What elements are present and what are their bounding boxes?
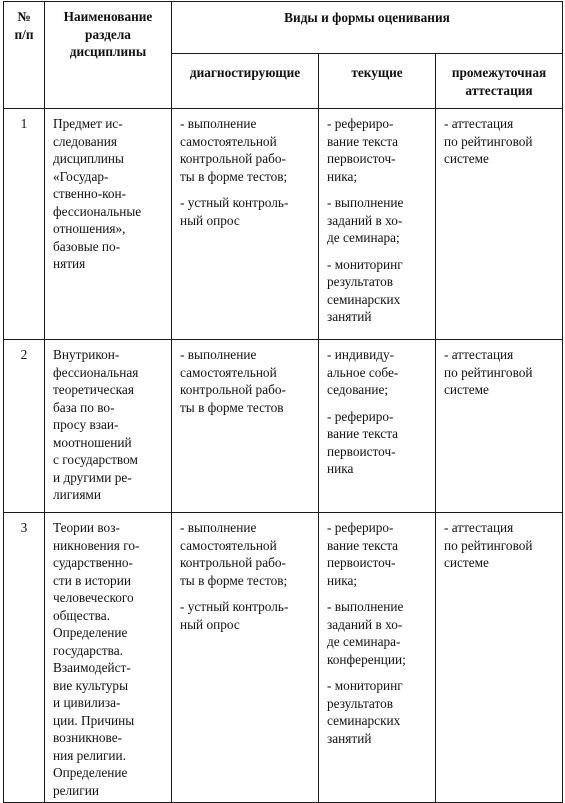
diagnostic-cell <box>172 109 319 340</box>
row-number: 3 <box>4 513 45 803</box>
header-section-name-text: Наименование раздела дисциплины <box>63 9 153 59</box>
current-cell <box>319 109 436 340</box>
section-name-text: Теории воз- никновения го- сударственно- сти в истории человеческого общества. Определение государства. Взаимодейст- вие культуры и цивилиза- ции. Причины возникнове- ния религии. Определение религии <box>53 520 140 798</box>
row-number: 2 <box>4 340 45 513</box>
list-item: - аттестация по рейтинговой системе <box>444 116 533 166</box>
table-row <box>4 109 563 340</box>
diagnostic-cell <box>172 513 319 803</box>
list-item: - устный контроль- ный опрос <box>180 195 289 228</box>
intermediate-cell <box>436 513 563 803</box>
list-item: - мониторинг результатов семинарских занятий <box>327 678 403 746</box>
header-intermediate-text: промежуточная аттестация <box>451 65 547 98</box>
list-item: - выполнение самостоятельной контрольной рабо- ты в форме тестов; <box>180 116 288 184</box>
header-intermediate <box>436 54 563 109</box>
header-current: текущие <box>319 54 436 109</box>
list-item: - аттестация по рейтинговой системе <box>444 347 533 397</box>
intermediate-cell <box>436 109 563 340</box>
list-item: - устный контроль- ный опрос <box>180 599 289 632</box>
list-item: - выполнение заданий в хо- де семинара; <box>327 195 404 245</box>
diagnostic-cell <box>172 340 319 513</box>
list-item: - рефериро- вание текста первоисточ- ника; <box>327 520 399 588</box>
list-item: - выполнение заданий в хо- де семинара- конференции; <box>327 599 406 667</box>
list-item: - выполнение самостоятельной контрольной рабо- ты в форме тестов; <box>180 520 288 588</box>
table-row <box>4 340 563 513</box>
section-name <box>45 109 172 340</box>
section-name <box>45 513 172 803</box>
section-name <box>45 340 172 513</box>
row-number: 1 <box>4 109 45 340</box>
header-number <box>4 2 45 109</box>
list-item: - рефериро- вание текста первоисточ- ника <box>327 408 399 476</box>
list-item: - индивиду- альное собе- седование; <box>327 347 399 397</box>
list-item: - мониторинг результатов семинарских занятий <box>327 256 403 324</box>
intermediate-cell <box>436 340 563 513</box>
header-number-text: № п/п <box>14 9 34 42</box>
header-section-name <box>45 2 172 109</box>
section-name-text: Предмет ис- следования дисциплины «Государ- ственно-кон- фессиональные отношения», базовые по- нятия <box>53 116 142 271</box>
current-cell <box>319 340 436 513</box>
header-assessment-types: Виды и формы оценивания <box>172 2 563 54</box>
list-item: - выполнение самостоятельной контрольной рабо- ты в форме тестов <box>180 347 286 415</box>
header-diagnostic: диагностирующие <box>172 54 319 109</box>
assessment-table <box>3 1 563 803</box>
list-item: - аттестация по рейтинговой системе <box>444 520 533 570</box>
list-item: - рефериро- вание текста первоисточ- ника; <box>327 116 399 184</box>
section-name-text: Внутрикон- фессиональная теоретическая база по во- просу взаи- моотношений с государством и другими ре- лигиями <box>53 347 139 502</box>
table-row <box>4 513 563 803</box>
current-cell <box>319 513 436 803</box>
